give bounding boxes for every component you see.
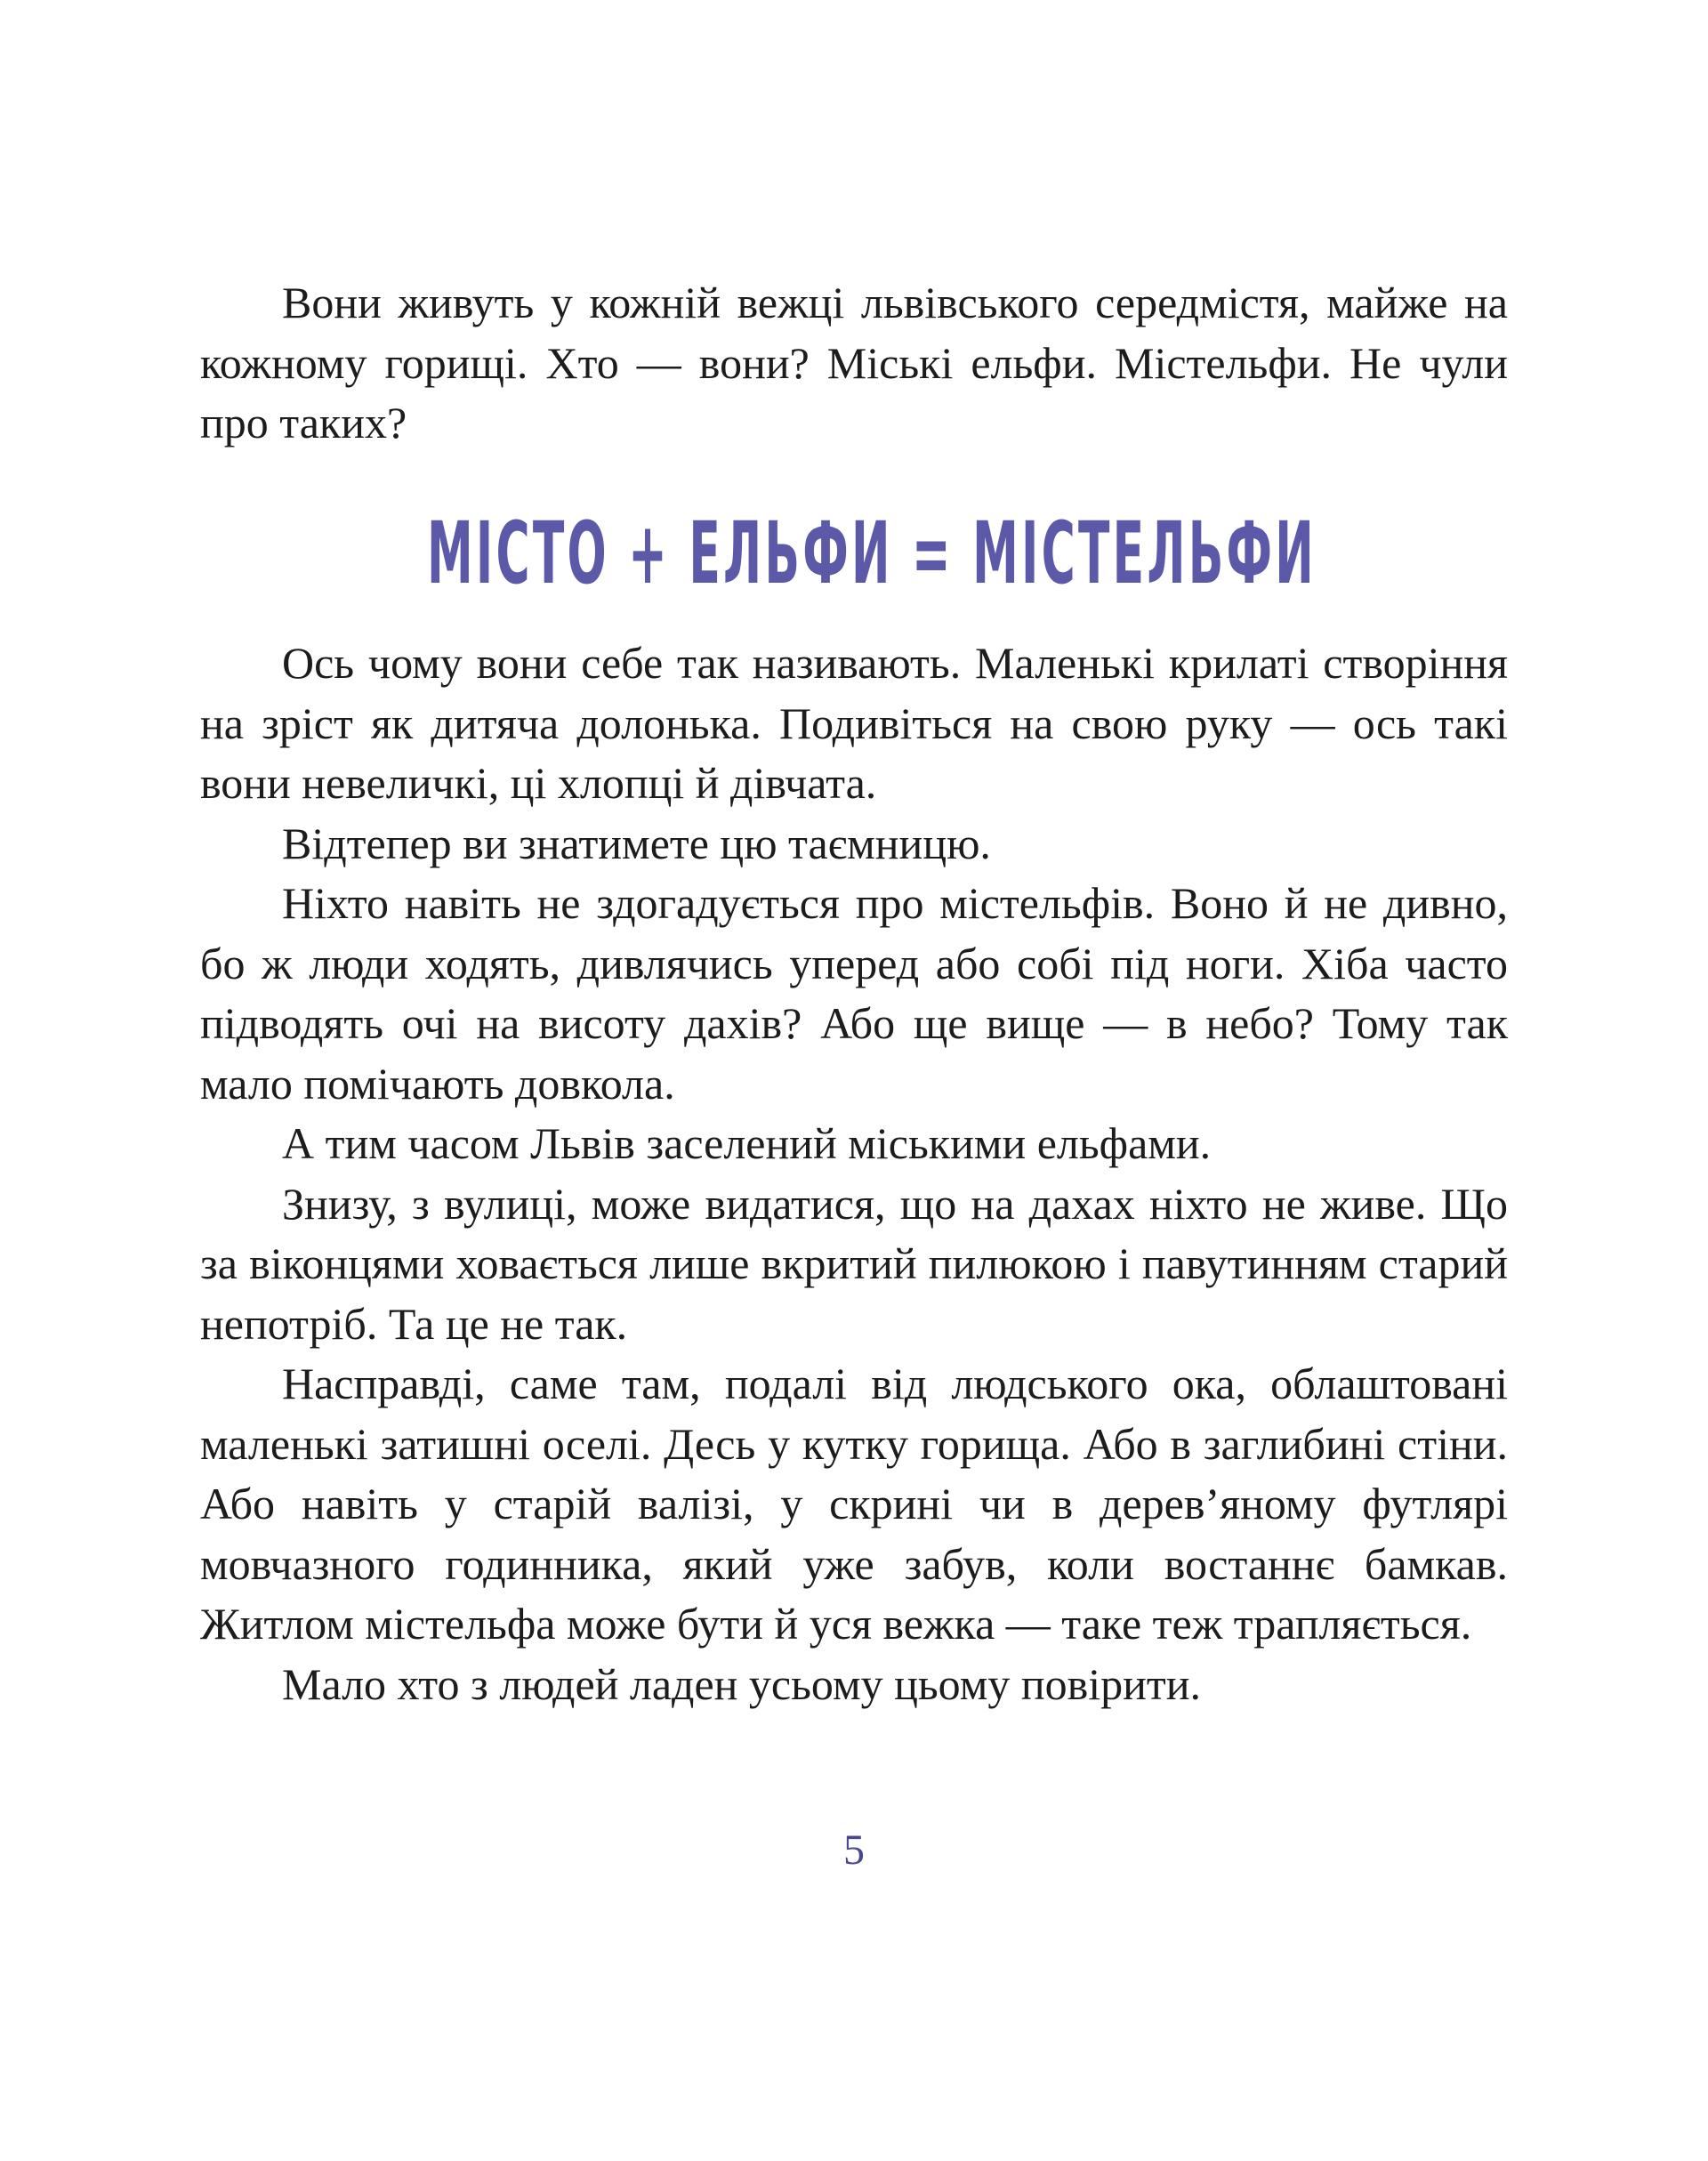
- intro-paragraph: Вони живуть у кожній вежці львівського середмістя, майже на кожному горищі. Хто — вони? Міські ельфи. Містельфи. Не чули про таких?: [200, 278, 1508, 448]
- paragraph: Ніхто навіть не здогадується про містельфів. Воно й не дивно, бо ж люди ходять, дивлячись уперед або собі під ноги. Хіба часто підводять очі на висоту дахів? Або ще вище — в небо? Тому так мало помічають довкола.: [200, 878, 1508, 1109]
- handwritten-title-graphic: [418, 494, 1325, 614]
- intro-text-block: [200, 273, 1508, 454]
- paragraph: Ось чому вони себе так називають. Маленькі крилаті створіння на зріст як дитяча долонька. Подивіться на свою руку — ось такі вони невеличкі, ці хлопці й дівчата.: [200, 638, 1508, 808]
- main-text-block: [200, 633, 1508, 1714]
- paragraph: Відтепер ви знатимете цю таємницю.: [282, 818, 991, 868]
- paragraph: Знизу, з вулиці, може видатися, що на дахах ніхто не живе. Що за віконцями ховається лише вкритий пилюкою і павутинням старий непотріб. Та це не так.: [200, 1178, 1508, 1349]
- paragraph: Насправді, саме там, подалі від людського ока, облаштовані маленькі затишні оселі. Десь у кутку горища. Або в заглибині стіни. Або навіть у старій валізі, у скрині чи в дерев’яному футлярі мовчазного годинника, який уже забув, коли востаннє бамкав. Житлом містельфа може бути й уся вежка — таке теж трапляється.: [200, 1359, 1508, 1649]
- paragraph: Мало хто з людей ладен усьому цьому повірити.: [282, 1658, 1201, 1709]
- title-svg: [418, 494, 1325, 614]
- title-text: МІСТО + ЕЛЬФИ = МІСТЕЛЬФИ: [427, 504, 1317, 603]
- page-number: 5: [843, 1826, 865, 1874]
- paragraph: А тим часом Львів заселений міськими ельфами.: [282, 1118, 1212, 1168]
